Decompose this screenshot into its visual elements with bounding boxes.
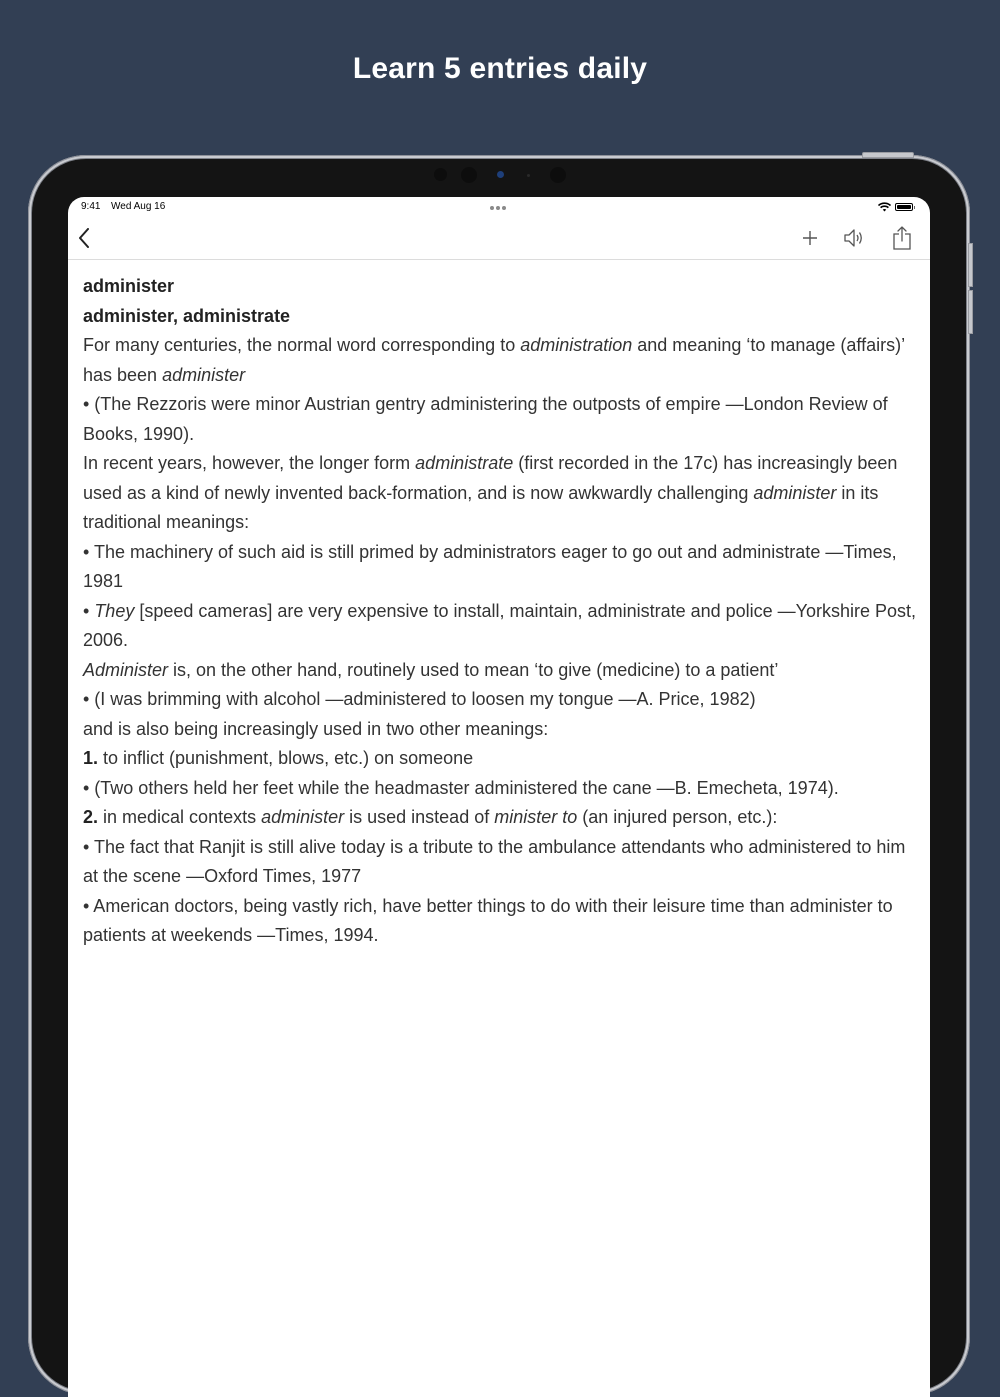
- share-icon[interactable]: [892, 225, 912, 251]
- entry-headword: administer: [83, 276, 175, 296]
- app-screen: [68, 197, 930, 1397]
- battery-icon: [895, 203, 913, 211]
- entry-quote: • (I was brimming with alcohol —administered to loosen my tongue —A. Price, 1982): [83, 689, 756, 709]
- entry-paragraph: Administer is, on the other hand, routinely used to mean ‘to give (medicine) to a patient’: [83, 659, 779, 680]
- multitasking-dots-icon[interactable]: [490, 206, 506, 210]
- volume-up-button: [968, 243, 973, 287]
- entry-paragraph: In recent years, however, the longer form administrate (first recorded in the 17c) has increasingly been used as a kind of newly invented back-formation, and is now awkwardly challenging administer in its traditional meanings:: [83, 453, 898, 532]
- dictionary-entry: [83, 272, 923, 951]
- sensor-icon: [550, 167, 566, 183]
- sensor-icon: [527, 174, 530, 177]
- entry-quote: • The fact that Ranjit is still alive today is a tribute to the ambulance attendants who administered to him at the scene —Oxford Times, 1977: [83, 836, 906, 886]
- chevron-left-icon[interactable]: [78, 228, 90, 248]
- entry-meaning: 2. in medical contexts administer is used instead of minister to (an injured person, etc.):: [83, 807, 778, 827]
- entry-paragraph: and is also being increasingly used in two other meanings:: [83, 718, 549, 739]
- status-time: 9:41: [81, 201, 101, 212]
- entry-paragraph: For many centuries, the normal word corresponding to administration and meaning ‘to manage (affairs)’ has been administer: [83, 335, 905, 385]
- plus-icon[interactable]: [801, 229, 819, 247]
- status-bar: [68, 197, 930, 219]
- navigation-bar: [68, 219, 930, 260]
- entry-quote: • (Two others held her feet while the headmaster administered the cane —B. Emecheta, 1974).: [83, 777, 839, 798]
- wifi-icon: [878, 202, 891, 212]
- entry-meaning: 1. to inflict (punishment, blows, etc.) on someone: [83, 748, 474, 768]
- sensor-icon: [434, 168, 447, 181]
- ipad-device-frame: [28, 155, 970, 1395]
- status-date: Wed Aug 16: [111, 201, 166, 212]
- headline: Learn 5 entries daily: [352, 52, 648, 85]
- entry-quote: • (The Rezzoris were minor Austrian gentry administering the outposts of empire —London Review of Books, 1990).: [83, 394, 888, 444]
- entry-quote: • The machinery of such aid is still primed by administrators eager to go out and administrate —Times, 1981: [83, 541, 897, 591]
- volume-down-button: [968, 290, 973, 334]
- top-button: [862, 152, 914, 158]
- sensor-icon: [461, 167, 477, 183]
- speaker-icon[interactable]: [843, 228, 865, 248]
- entry-quote: • American doctors, being vastly rich, have better things to do with their leisure time than administer to patients at weekends —Times, 1994.: [83, 895, 893, 945]
- entry-subheading: administer, administrate: [83, 305, 291, 326]
- entry-quote: • They [speed cameras] are very expensive to install, maintain, administrate and police —Yorkshire Post, 2006.: [83, 600, 917, 650]
- camera-icon: [497, 171, 504, 178]
